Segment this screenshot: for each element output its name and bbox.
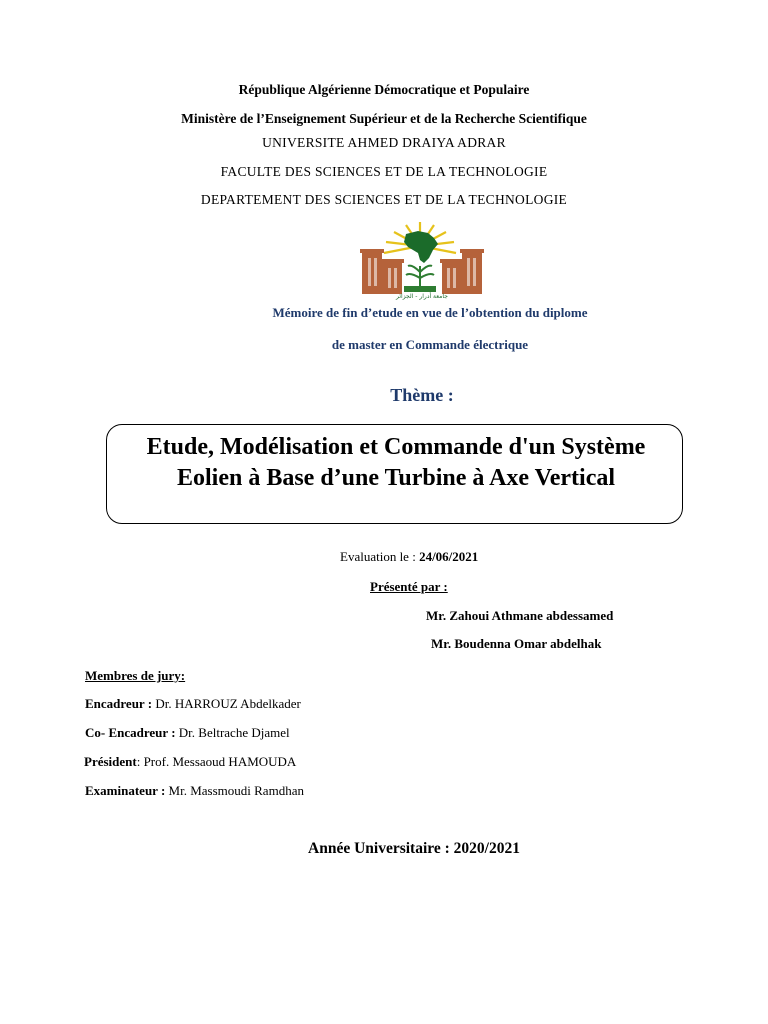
jury-member bbox=[84, 754, 296, 770]
palm-plant bbox=[406, 266, 434, 288]
jury-member bbox=[85, 725, 290, 741]
evaluation-label: Evaluation le : bbox=[340, 549, 420, 564]
thesis-title-line-2: Eolien à Base d’une Turbine à Axe Vertical bbox=[176, 465, 616, 491]
memoire-line-2: de master en Commande électrique bbox=[331, 337, 529, 352]
department-heading: DEPARTEMENT DES SCIENCES ET DE LA TECHNOLOGIE bbox=[200, 192, 568, 207]
memoire-line-1: Mémoire de fin d’etude en vue de l’obtention du diplome bbox=[272, 305, 588, 320]
academic-year: Année Universitaire : 2020/2021 bbox=[308, 840, 520, 857]
jury-heading: Membres de jury: bbox=[85, 668, 186, 683]
left-tower bbox=[360, 249, 404, 294]
jury-member bbox=[85, 696, 301, 712]
jury-role: Co- Encadreur : bbox=[85, 725, 179, 740]
jury-name: Dr. Beltrache Djamel bbox=[178, 725, 290, 740]
university-heading: UNIVERSITE AHMED DRAIYA ADRAR bbox=[262, 135, 506, 150]
jury-role: Examinateur : bbox=[85, 783, 169, 798]
jury-name: Dr. HARROUZ Abdelkader bbox=[155, 696, 301, 711]
logo-caption: جامعة أدرار - الجزائر bbox=[396, 293, 448, 300]
evaluation-date: 24/06/2021 bbox=[419, 549, 479, 564]
jury-name: Mr. Massmoudi Ramdhan bbox=[168, 783, 304, 798]
jury-member bbox=[85, 783, 304, 799]
student-2: Mr. Boudenna Omar abdelhak bbox=[431, 636, 602, 651]
student-1: Mr. Zahoui Athmane abdessamed bbox=[426, 608, 614, 623]
open-book bbox=[404, 286, 436, 292]
right-tower bbox=[440, 249, 484, 294]
jury-name: : Prof. Messaoud HAMOUDA bbox=[136, 754, 297, 769]
university-logo bbox=[358, 222, 486, 300]
africa-map bbox=[404, 231, 438, 263]
faculty-heading: FACULTE DES SCIENCES ET DE LA TECHNOLOGIE bbox=[220, 164, 548, 179]
jury-role: Encadreur : bbox=[85, 696, 156, 711]
presented-label: Présenté par : bbox=[370, 579, 448, 594]
evaluation-line bbox=[340, 549, 478, 565]
ministry-heading: Ministère de l’Enseignement Supérieur et de la Recherche Scientifique bbox=[181, 111, 587, 126]
theme-label: Thème : bbox=[390, 385, 454, 405]
republic-heading: République Algérienne Démocratique et Populaire bbox=[238, 82, 530, 97]
thesis-title-line-1: Etude, Modélisation et Commande d'un Système bbox=[146, 434, 646, 460]
jury-role: Président bbox=[84, 754, 137, 769]
